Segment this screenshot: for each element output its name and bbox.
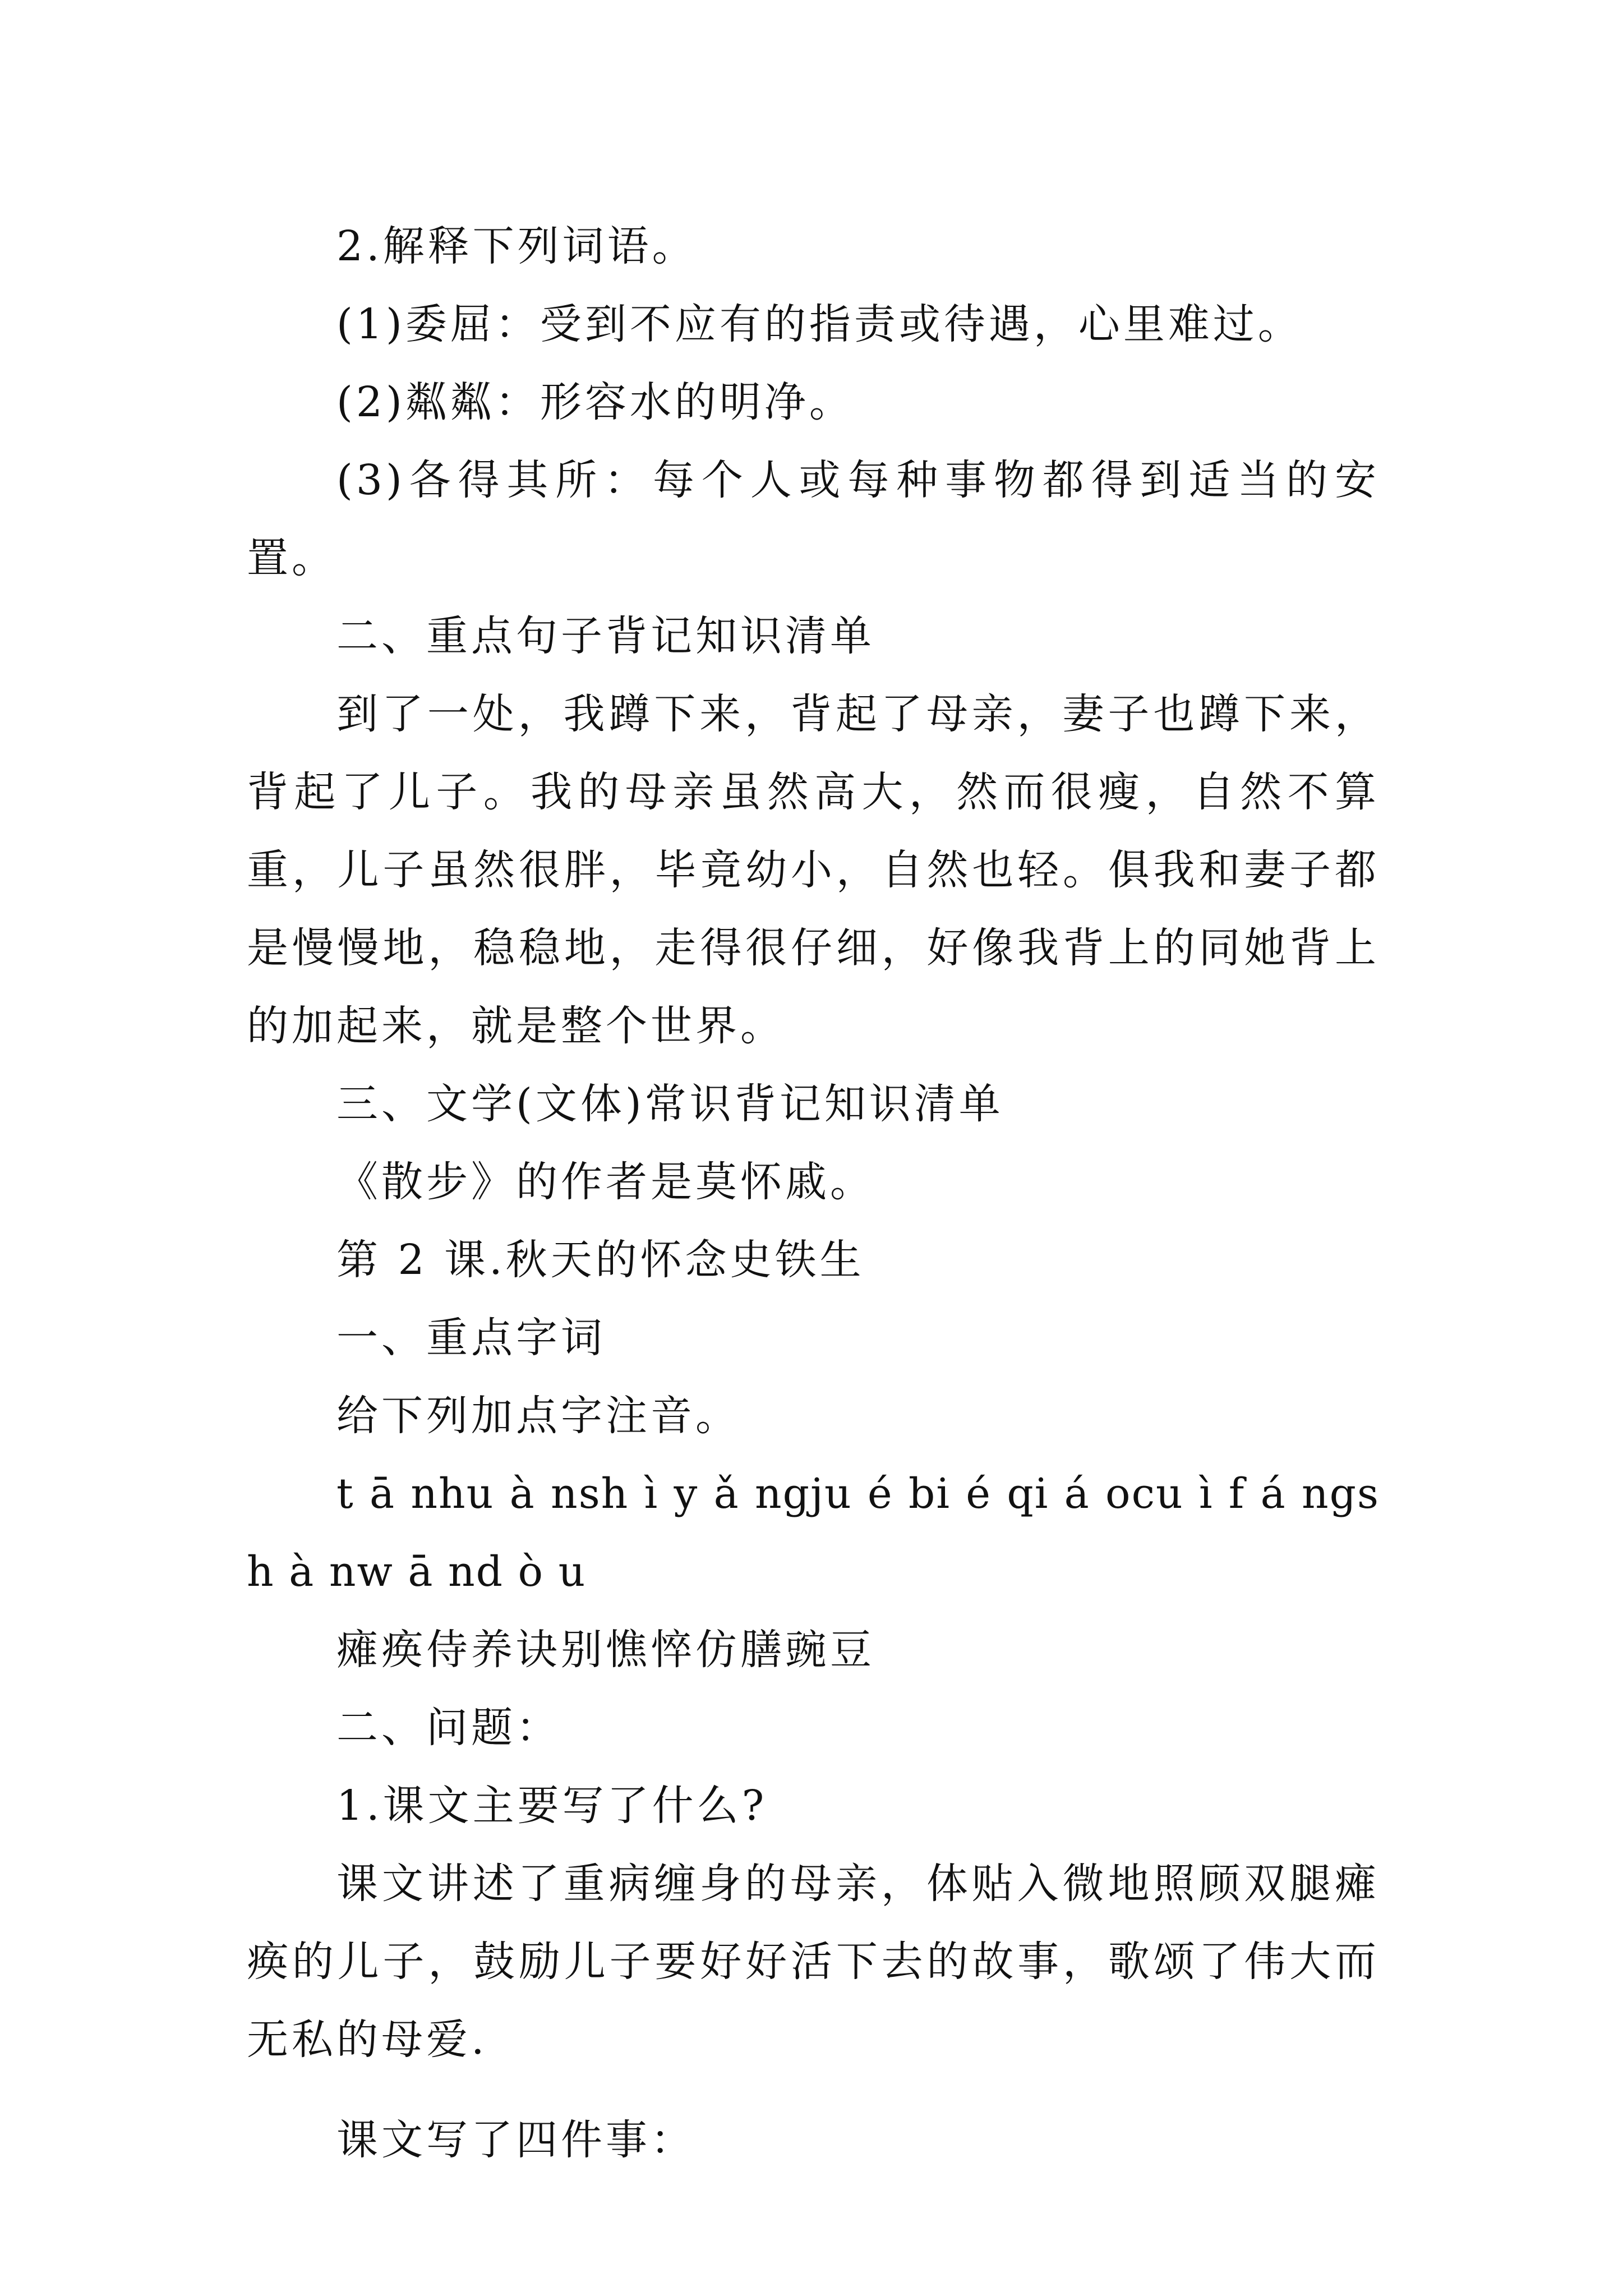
four-events-intro: 课文写了四件事： (336, 2116, 695, 2164)
pinyin-line: t ā nhu à nsh ì y ǎ ngju é bi é qi á ocu ì f á ngsh à nw ā nd ò u (247, 1470, 1380, 1596)
question-1: 1.课文主要写了什么? (336, 1782, 768, 1830)
section-heading-questions: 二、问题： (336, 1704, 561, 1752)
author-note: 《散步》的作者是莫怀戚。 (336, 1158, 875, 1206)
section-heading-key-sentences: 二、重点句子背记知识清单 (336, 612, 875, 660)
definition-2: (2)粼粼：形容水的明净。 (336, 378, 854, 426)
key-sentence-paragraph: 到了一处，我蹲下来，背起了母亲，妻子也蹲下来，背起了儿子。我的母亲虽然高大，然而很瘦，自然不算重，儿子虽然很胖，毕竟幼小，自然也轻。俱我和妻子都是慢慢地，稳稳地，走得很仔细，好像我背上的同她背上的加起来，就是整个世界。 (247, 690, 1380, 1050)
section-heading-literature: 三、文学(文体)常识背记知识清单 (336, 1080, 1004, 1128)
lesson-title: 第 2 课.秋天的怀念史铁生 (336, 1236, 865, 1284)
vocabulary-words: 瘫痪侍养诀别憔悴仿膳豌豆 (336, 1626, 875, 1674)
answer-1-paragraph: 课文讲述了重病缠身的母亲，体贴入微地照顾双腿瘫痪的儿子，鼓励儿子要好好活下去的故事，歌颂了伟大而无私的母爱. (247, 1860, 1380, 2064)
definition-3: (3)各得其所：每个人或每种事物都得到适当的安置。 (247, 456, 1380, 582)
definition-1: (1)委屈：受到不应有的指责或待遇，心里难过。 (336, 300, 1303, 348)
document-page (247, 208, 1380, 2179)
phonetic-instruction: 给下列加点字注音。 (336, 1392, 740, 1440)
section-heading-key-words: 一、重点字词 (336, 1314, 606, 1362)
exercise-heading: 2.解释下列词语。 (336, 222, 697, 270)
